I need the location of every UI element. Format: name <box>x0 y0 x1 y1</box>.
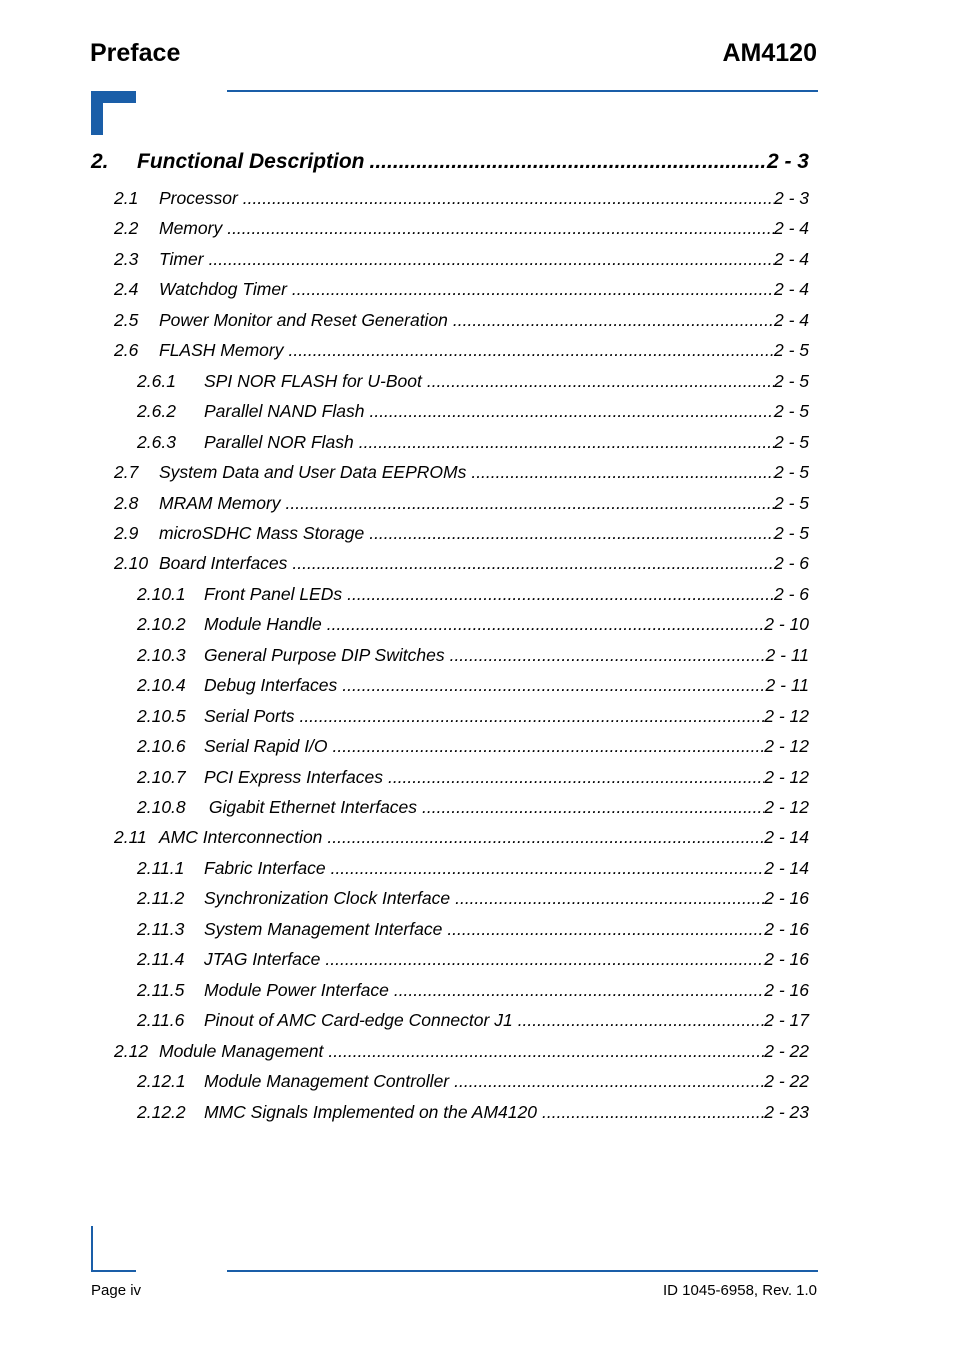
toc-entry-number: 2.11.5 <box>137 979 185 1000</box>
toc-entry-title: Functional Description <box>137 150 365 173</box>
toc-entry-title: Module Management Controller <box>204 1071 450 1092</box>
toc-entry-number: 2.11.4 <box>137 949 185 970</box>
toc-entry-title: MMC Signals Implemented on the AM4120 <box>204 1101 537 1122</box>
toc-entry-title: Parallel NOR Flash <box>204 431 354 452</box>
toc-entry-number: 2.11.1 <box>137 857 185 878</box>
toc-entry-number: 2.1 <box>114 188 139 208</box>
toc-entry-number: 2.5 <box>114 309 139 330</box>
toc-dot-leader <box>450 645 766 666</box>
toc-entry[interactable] <box>137 432 809 458</box>
toc-entry-number: 2.12.1 <box>137 1071 186 1092</box>
toc-entry[interactable] <box>137 645 809 671</box>
toc-entry-page: 2 - 4 <box>773 248 809 269</box>
toc-entry[interactable] <box>114 523 809 549</box>
toc-dot-leader <box>447 919 764 940</box>
toc-entry-page: 2 - 14 <box>764 857 809 878</box>
toc-entry-title: Module Handle <box>204 614 322 635</box>
toc-entry-page: 2 - 14 <box>764 827 809 848</box>
toc-entry-page: 2 - 10 <box>764 614 809 635</box>
toc-entry-number: 2.10.1 <box>137 583 186 604</box>
toc-entry-page: 2 - 5 <box>773 431 809 452</box>
toc-entry-title: System Data and User Data EEPROMs <box>159 462 467 483</box>
toc-entry[interactable] <box>114 218 809 244</box>
toc-entry[interactable] <box>114 249 809 275</box>
toc-entry-number: 2.7 <box>114 462 139 483</box>
toc-dot-leader <box>422 797 764 818</box>
toc-dot-leader <box>288 340 774 361</box>
toc-entry-page: 2 - 12 <box>764 797 809 817</box>
toc-entry[interactable] <box>137 371 809 397</box>
toc-entry-title: Fabric Interface <box>204 857 326 878</box>
toc-entry-page: 2 - 5 <box>773 401 809 422</box>
corner-mark-bottom-vertical <box>91 1226 93 1272</box>
toc-entry-number: 2.12.2 <box>137 1101 186 1122</box>
section-title: Preface <box>90 39 181 67</box>
toc-entry-number: 2.11.6 <box>137 1010 185 1031</box>
toc-entry-page: 2 - 3 <box>766 150 809 173</box>
toc-entry-number: 2.10.3 <box>137 644 186 665</box>
toc-entry-title: Module Power Interface <box>204 979 389 1000</box>
toc-entry-page: 2 - 23 <box>764 1101 809 1122</box>
toc-dot-leader <box>518 1010 765 1031</box>
toc-entry-title: Serial Rapid I/O <box>204 736 328 757</box>
toc-entry-page: 2 - 17 <box>764 1010 809 1031</box>
toc-dot-leader <box>299 706 764 727</box>
document-id: ID 1045-6958, Rev. 1.0 <box>663 1282 817 1299</box>
toc-entry-title: General Purpose DIP Switches <box>204 644 445 665</box>
toc-entry-title: Memory <box>159 218 223 239</box>
toc-entry-page: 2 - 5 <box>773 522 809 543</box>
corner-mark-top-vertical <box>91 91 103 135</box>
toc-entry-title: Parallel NAND Flash <box>204 401 365 422</box>
toc-entry-number: 2.8 <box>114 492 139 513</box>
toc-entry[interactable] <box>114 493 809 519</box>
toc-entry-number: 2.3 <box>114 248 139 269</box>
toc-entry-title: JTAG Interface <box>204 949 321 970</box>
toc-entry-title: Pinout of AMC Card-edge Connector J1 <box>204 1010 513 1031</box>
toc-dot-leader <box>292 279 774 300</box>
toc-entry[interactable] <box>137 980 809 1006</box>
toc-entry-title: Module Management <box>159 1040 324 1061</box>
toc-entry[interactable] <box>137 401 809 427</box>
toc-entry-title: Power Monitor and Reset Generation <box>159 309 448 330</box>
toc-entry-number: 2.11.2 <box>137 888 185 909</box>
toc-entry[interactable] <box>114 340 809 366</box>
toc-entry[interactable] <box>137 614 809 640</box>
toc-dot-leader <box>227 218 774 239</box>
toc-entry[interactable] <box>137 675 809 701</box>
toc-entry[interactable] <box>114 279 809 305</box>
toc-entry-title: Debug Interfaces <box>204 675 338 696</box>
toc-entry-number: 2.11.3 <box>137 918 185 939</box>
toc-entry-number: 2. <box>91 150 109 173</box>
toc-dot-leader <box>359 432 774 453</box>
toc-entry-page: 2 - 5 <box>773 492 809 513</box>
toc-entry-title: MRAM Memory <box>159 492 281 513</box>
toc-entry[interactable] <box>137 949 809 975</box>
toc-dot-leader <box>292 553 774 574</box>
toc-entry-title: microSDHC Mass Storage <box>159 522 365 543</box>
toc-dot-leader <box>327 614 765 635</box>
toc-dot-leader <box>453 310 774 331</box>
footer-rule <box>227 1270 818 1272</box>
toc-dot-leader <box>369 401 774 422</box>
product-name: AM4120 <box>722 39 817 67</box>
toc-entry-page: 2 - 22 <box>764 1071 809 1092</box>
toc-entry-number: 2.10.6 <box>137 736 186 757</box>
toc-entry-number: 2.10.2 <box>137 614 186 635</box>
toc-entry-number: 2.6.3 <box>137 431 176 452</box>
toc-entry-title: Watchdog Timer <box>159 279 287 300</box>
toc-entry[interactable] <box>114 553 809 579</box>
toc-dot-leader <box>331 858 765 879</box>
toc-entry[interactable] <box>137 706 809 732</box>
toc-entry-number: 2.10 <box>114 553 149 574</box>
toc-entry[interactable] <box>137 736 809 762</box>
toc-entry[interactable] <box>137 1071 809 1097</box>
toc-entry-number: 2.2 <box>114 218 139 239</box>
toc-entry-title: AMC Interconnection <box>159 827 323 848</box>
toc-entry-title: Timer <box>159 248 204 269</box>
toc-dot-leader <box>471 462 774 483</box>
toc-entry-number: 2.6.2 <box>137 401 176 422</box>
toc-entry-title: Board Interfaces <box>159 553 288 574</box>
toc-entry-page: 2 - 6 <box>773 583 809 604</box>
toc-entry-title: Synchronization Clock Interface <box>204 888 451 909</box>
toc-entry-page: 2 - 4 <box>773 309 809 330</box>
toc-dot-leader <box>347 584 774 605</box>
toc-entry-title: FLASH Memory <box>159 340 284 361</box>
corner-mark-bottom <box>91 1270 136 1272</box>
toc-entry[interactable] <box>137 888 809 914</box>
toc-entry[interactable] <box>137 767 809 793</box>
toc-entry-title: System Management Interface <box>204 918 443 939</box>
toc-entry-title: Front Panel LEDs <box>204 583 343 604</box>
toc-entry[interactable] <box>137 584 809 610</box>
toc-entry-title: Serial Ports <box>204 705 295 726</box>
toc-entry[interactable] <box>137 1010 809 1036</box>
toc-entry[interactable] <box>114 827 809 853</box>
toc-dot-leader <box>328 1041 764 1062</box>
toc-entry-title: Gigabit Ethernet Interfaces <box>204 797 418 817</box>
toc-entry-number: 2.9 <box>114 522 139 543</box>
toc-entry-number: 2.12 <box>114 1040 149 1061</box>
toc-dot-leader <box>542 1102 764 1123</box>
toc-dot-leader <box>327 827 764 848</box>
toc-entry-page: 2 - 16 <box>764 979 809 1000</box>
header-rule <box>227 90 818 92</box>
toc-dot-leader <box>209 249 774 270</box>
toc-dot-leader <box>388 767 764 788</box>
toc-entry-number: 2.6 <box>114 340 139 361</box>
toc-entry[interactable] <box>137 858 809 884</box>
toc-entry-page: 2 - 16 <box>764 888 809 909</box>
toc-entry-page: 2 - 5 <box>773 370 809 391</box>
toc-entry-page: 2 - 22 <box>764 1040 809 1061</box>
toc-entry-page: 2 - 11 <box>765 675 809 696</box>
toc-entry[interactable] <box>114 188 809 214</box>
toc-entry[interactable] <box>114 310 809 336</box>
toc-dot-leader <box>333 736 765 757</box>
toc-entry-title: SPI NOR FLASH for U-Boot <box>204 370 422 391</box>
toc-entry[interactable] <box>114 462 809 488</box>
toc-entry-number: 2.10.8 <box>137 797 186 817</box>
toc-dot-leader <box>454 1071 764 1092</box>
toc-entry[interactable] <box>114 1041 809 1067</box>
page-number: Page iv <box>91 1282 142 1299</box>
toc-entry[interactable] <box>137 797 809 823</box>
toc-entry-page: 2 - 3 <box>773 188 809 208</box>
toc-entry-number: 2.4 <box>114 279 139 300</box>
toc-entry-page: 2 - 12 <box>764 766 809 787</box>
toc-entry-page: 2 - 11 <box>765 644 809 665</box>
toc-entry-title: Processor <box>159 188 238 208</box>
toc-entry-number: 2.6.1 <box>137 370 176 391</box>
toc-dot-leader <box>369 523 774 544</box>
toc-entry[interactable] <box>137 1102 809 1128</box>
toc-entry[interactable] <box>91 150 809 180</box>
toc-entry-number: 2.10.5 <box>137 705 186 726</box>
toc-dot-leader <box>394 980 764 1001</box>
toc-entry-page: 2 - 12 <box>764 736 809 757</box>
toc-entry-page: 2 - 4 <box>773 279 809 300</box>
toc-entry-number: 2.11 <box>114 827 147 848</box>
toc-dot-leader <box>370 150 767 174</box>
toc-entry-page: 2 - 5 <box>773 340 809 361</box>
toc-entry-page: 2 - 16 <box>764 918 809 939</box>
toc-entry-number: 2.10.7 <box>137 766 186 787</box>
toc-entry-page: 2 - 6 <box>773 553 809 574</box>
toc-entry[interactable] <box>137 919 809 945</box>
toc-entry-title: PCI Express Interfaces <box>204 766 383 787</box>
toc-entry-page: 2 - 4 <box>773 218 809 239</box>
toc-dot-leader <box>427 371 774 392</box>
toc-dot-leader <box>243 188 774 209</box>
toc-dot-leader <box>325 949 764 970</box>
toc-dot-leader <box>455 888 764 909</box>
toc-entry-page: 2 - 12 <box>764 705 809 726</box>
toc-entry-number: 2.10.4 <box>137 675 186 696</box>
toc-dot-leader <box>342 675 765 696</box>
toc-dot-leader <box>286 493 774 514</box>
toc-entry-page: 2 - 16 <box>764 949 809 970</box>
toc-entry-page: 2 - 5 <box>773 462 809 483</box>
